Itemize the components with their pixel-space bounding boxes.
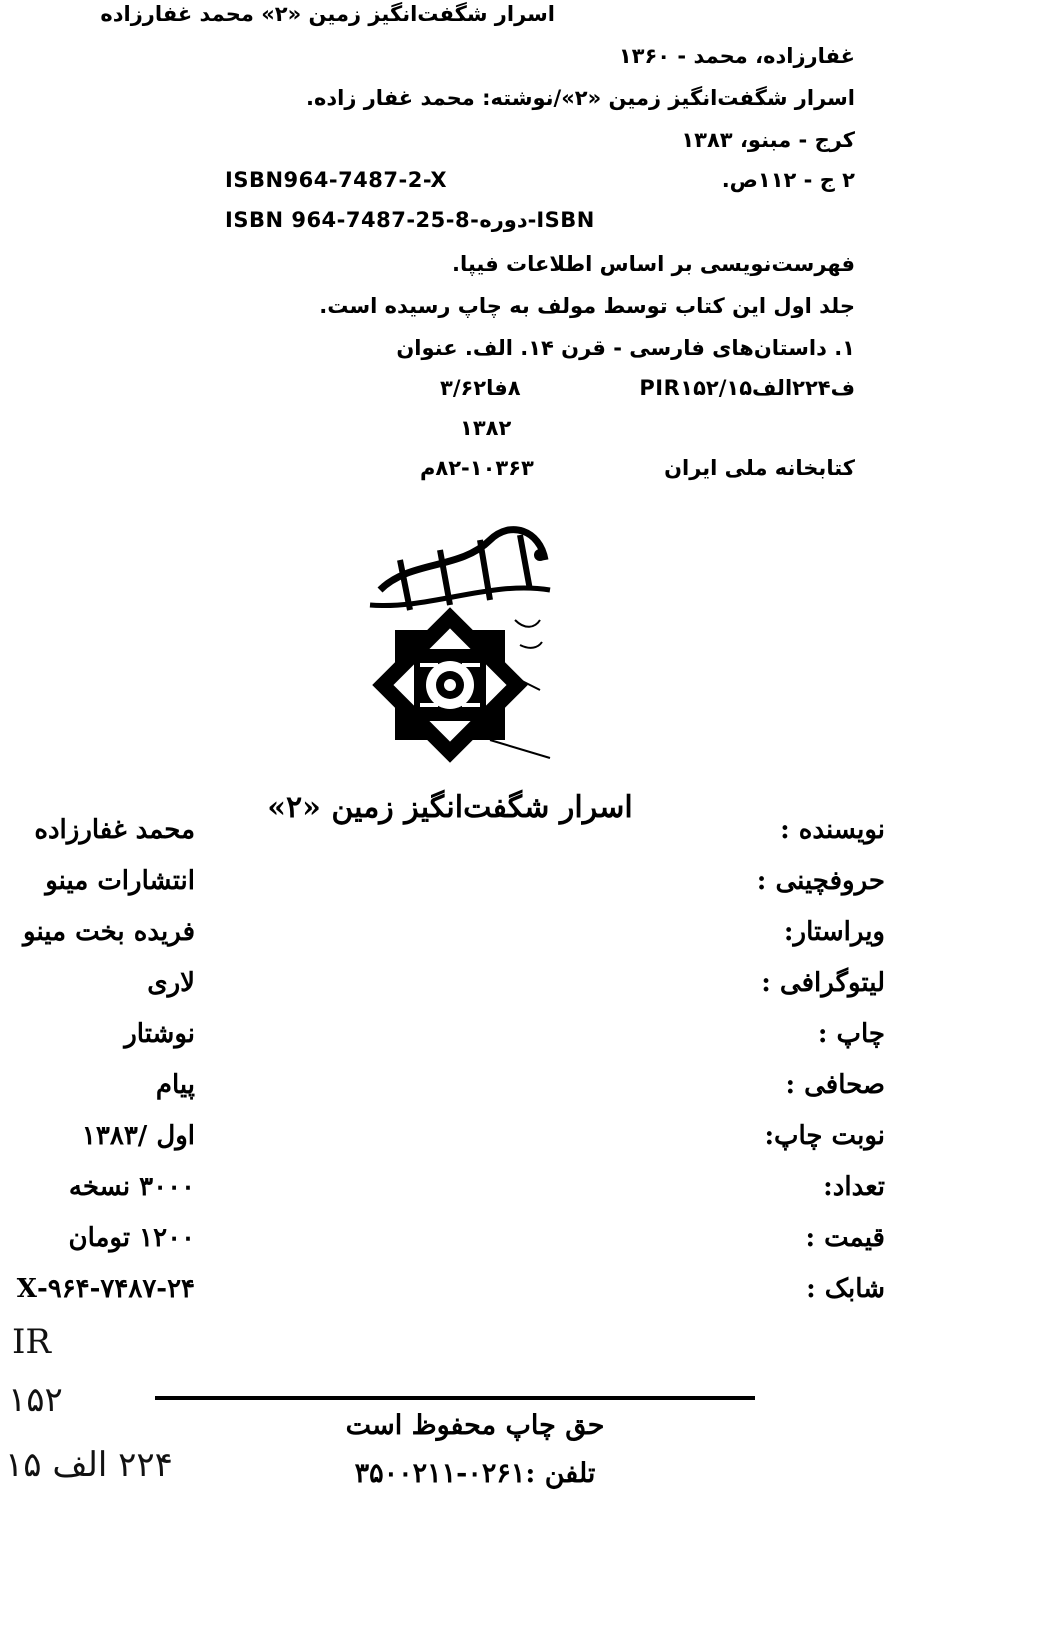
cip-line-pages: ۲ ج - ۱۱۲ص. xyxy=(721,168,855,192)
credit-label-edition: نوبت چاپ: xyxy=(764,1121,885,1151)
credit-label-copies: تعداد: xyxy=(823,1172,885,1202)
handwritten-note-ir: IR xyxy=(12,1322,52,1362)
credit-label-price: قیمت : xyxy=(805,1223,885,1253)
credit-value-binding: پیام xyxy=(155,1070,195,1100)
credit-value-lithography: لاری xyxy=(147,968,195,998)
cip-line-statement: اسرار شگفت‌انگیز زمین «۲»/نوشته: محمد غفار زاده. xyxy=(305,86,855,110)
cip-classification-right: PIR۱۵۲/ف۲۲۴الف۱۵ xyxy=(639,376,855,400)
credit-label-lithography: لیتوگرافی : xyxy=(761,968,885,998)
logo-seal xyxy=(372,607,528,763)
credit-value-copies: ۳۰۰۰ نسخه xyxy=(68,1172,195,1202)
credit-value-edition: اول /۱۳۸۳ xyxy=(81,1121,195,1151)
divider-rule xyxy=(155,1396,755,1400)
credit-label-author: نویسنده : xyxy=(780,815,885,845)
cip-classification-left: ۸فا۳/۶۲ xyxy=(440,376,521,400)
handwritten-note-class: ۲۲۴ الف ۱۵ xyxy=(5,1445,173,1485)
publisher-logo xyxy=(340,520,590,770)
credit-value-isbn: ۹۶۴-۷۴۸۷-۲۴-X xyxy=(16,1274,195,1304)
cip-year: ۱۳۸۲ xyxy=(460,416,512,440)
credit-value-typesetting: انتشارات مینو xyxy=(45,866,195,896)
cip-line-fipa-note: فهرست‌نویسی بر اساس اطلاعات فیپا. xyxy=(451,252,855,276)
credit-value-printing: نوشتار xyxy=(124,1019,195,1049)
cip-library-name: کتابخانه ملی ایران xyxy=(664,456,855,480)
credit-value-author: محمد غفارزاده xyxy=(34,815,195,845)
credit-label-editor: ویراستار: xyxy=(783,917,885,947)
book-title: اسرار شگفت‌انگیز زمین «۲» xyxy=(267,790,633,825)
cip-line-title-author: اسرار شگفت‌انگیز زمین «۲» محمد غفارزاده xyxy=(100,2,555,26)
credit-value-price: ۱۲۰۰ تومان xyxy=(68,1223,195,1253)
cip-line-subject: ۱. داستان‌های فارسی - قرن ۱۴. الف. عنوان xyxy=(396,336,855,360)
credit-label-typesetting: حروفچینی : xyxy=(756,866,885,896)
credit-label-binding: صحافی : xyxy=(785,1070,885,1100)
credit-label-printing: چاپ : xyxy=(817,1019,885,1049)
handwritten-note-number: ۱۵۲ xyxy=(8,1380,63,1420)
cip-library-number: ۸۲-۱۰۳۶۳م xyxy=(420,456,534,480)
copyright-notice: حق چاپ محفوظ است xyxy=(345,1410,605,1441)
cip-line-author-dates: غفارزاده، محمد - ۱۳۶۰ xyxy=(618,44,855,68)
cip-isbn-set: ISBN 964-7487-25-8-دوره-ISBN xyxy=(225,208,595,232)
credit-label-isbn: شابک : xyxy=(806,1274,885,1304)
cip-line-publication: کرج - مبنو، ۱۳۸۳ xyxy=(681,128,855,152)
cip-line-volume-note: جلد اول این کتاب توسط مولف به چاپ رسیده است. xyxy=(319,294,855,318)
cip-isbn-volume: ISBN964-7487-2-X xyxy=(225,168,448,192)
phone-number: تلفن :۰۲۶۱-۳۵۰۰۲۱۱ xyxy=(354,1458,596,1489)
credit-value-editor: فریده بخت مینو xyxy=(23,917,195,947)
